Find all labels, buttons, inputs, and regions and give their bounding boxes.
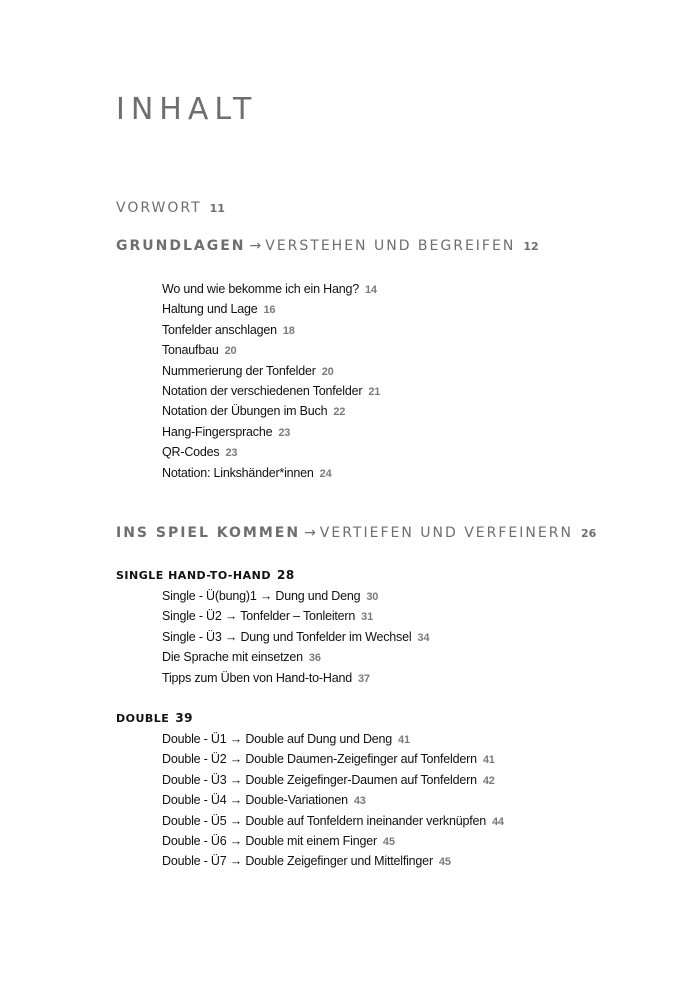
section-label-bold: GRUNDLAGEN (116, 238, 246, 254)
page-title: INHALT (116, 92, 258, 127)
subsection-page-number: 28 (277, 568, 295, 582)
section-label-rest: VERSTEHEN UND BEGREIFEN (265, 238, 516, 254)
arrow-icon: → (249, 238, 262, 254)
toc-entry[interactable] (162, 790, 504, 810)
entry-text: Notation der Übungen im Buch (162, 404, 328, 419)
entry-page-number: 20 (321, 365, 334, 378)
entry-page-number: 16 (263, 304, 276, 317)
toc-entry[interactable] (162, 586, 429, 606)
toc-section-vorwort[interactable] (116, 200, 225, 216)
entry-text: QR-Codes (162, 445, 220, 460)
subsection-label: DOUBLE (116, 712, 170, 725)
toc-entry[interactable] (162, 647, 429, 667)
entry-page-number: 37 (357, 672, 370, 685)
toc-section-grundlagen[interactable] (116, 238, 539, 254)
entry-text: Double - Ü7 → Double Zeigefinger und Mittelfinger (162, 854, 433, 869)
toc-entry[interactable] (162, 320, 380, 340)
grundlagen-entries (162, 279, 380, 483)
subsection-page-number: 39 (175, 711, 194, 725)
toc-entry[interactable] (162, 401, 380, 421)
section-page-number: 11 (209, 202, 225, 215)
toc-entry[interactable] (162, 668, 429, 688)
entry-text: Notation: Linkshänder*innen (162, 465, 314, 480)
entry-page-number: 22 (333, 406, 346, 419)
toc-entry[interactable] (162, 770, 504, 790)
entry-page-number: 21 (368, 385, 381, 398)
entry-page-number: 14 (364, 284, 377, 296)
entry-page-number: 30 (366, 591, 379, 603)
entry-page-number: 45 (438, 856, 451, 869)
entry-text: Single - Ü2 → Tonfelder – Tonleitern (162, 609, 356, 624)
toc-entry[interactable] (162, 340, 380, 360)
toc-subsection-single[interactable] (116, 568, 295, 582)
entry-page-number: 45 (382, 835, 395, 848)
toc-entry[interactable] (162, 361, 380, 381)
toc-entry[interactable] (162, 606, 429, 626)
toc-entry[interactable] (162, 729, 504, 749)
entry-page-number: 31 (361, 611, 373, 624)
entry-text: Tonaufbau (162, 343, 219, 358)
toc-section-ins-spiel-kommen[interactable] (116, 525, 596, 541)
entry-page-number: 20 (224, 345, 237, 358)
double-entries (162, 729, 504, 872)
section-label: VORWORT (116, 200, 202, 216)
toc-entry[interactable] (162, 851, 504, 871)
entry-page-number: 43 (353, 795, 366, 808)
entry-page-number: 24 (319, 467, 332, 480)
entry-text: Single - Ü(bung)1 → Dung und Deng (162, 589, 361, 603)
entry-text: Double - Ü1 → Double auf Dung und Deng (162, 732, 393, 746)
toc-subsection-double[interactable] (116, 711, 193, 725)
entry-text: Double - Ü2 → Double Daumen-Zeigefinger auf Tonfeldern (162, 752, 477, 767)
toc-entry[interactable] (162, 811, 504, 831)
toc-entry[interactable] (162, 422, 380, 442)
entry-page-number: 41 (398, 734, 410, 746)
entry-page-number: 23 (225, 447, 238, 460)
entry-text: Single - Ü3 → Dung und Tonfelder im Wechsel (162, 629, 412, 644)
arrow-icon: → (304, 525, 316, 541)
section-label-rest: VERTIEFEN UND VERFEINERN (319, 525, 573, 541)
entry-page-number: 44 (492, 815, 504, 828)
entry-text: Wo und wie bekomme ich ein Hang? (162, 282, 359, 296)
entry-page-number: 18 (282, 324, 295, 337)
toc-entry[interactable] (162, 442, 380, 462)
section-label-bold: INS SPIEL KOMMEN (116, 525, 301, 541)
entry-text: Die Sprache mit einsetzen (162, 650, 303, 665)
subsection-label: SINGLE HAND-TO-HAND (116, 569, 271, 582)
entry-page-number: 34 (417, 631, 430, 644)
toc-entry[interactable] (162, 279, 380, 299)
entry-text: Tipps zum Üben von Hand-to-Hand (162, 670, 352, 685)
single-entries (162, 586, 429, 688)
entry-text: Nummerierung der Tonfelder (162, 363, 316, 378)
section-page-number: 12 (523, 240, 539, 253)
entry-text: Tonfelder anschlagen (162, 322, 277, 337)
entry-page-number: 41 (482, 754, 495, 767)
toc-entry[interactable] (162, 299, 380, 319)
entry-text: Double - Ü5 → Double auf Tonfeldern ineinander verknüpfen (162, 813, 487, 828)
entry-text: Hang-Fingersprache (162, 424, 273, 439)
entry-page-number: 36 (308, 652, 321, 665)
toc-entry[interactable] (162, 463, 380, 483)
entry-text: Double - Ü4 → Double-Variationen (162, 793, 348, 808)
entry-text: Notation der verschiedenen Tonfelder (162, 383, 363, 398)
toc-entry[interactable] (162, 749, 504, 769)
toc-entry[interactable] (162, 831, 504, 851)
entry-page-number: 23 (278, 426, 291, 439)
toc-entry[interactable] (162, 381, 380, 401)
entry-page-number: 42 (482, 774, 495, 787)
toc-entry[interactable] (162, 627, 429, 647)
entry-text: Double - Ü3 → Double Zeigefinger-Daumen auf Tonfeldern (162, 772, 477, 787)
entry-text: Double - Ü6 → Double mit einem Finger (162, 833, 377, 848)
entry-text: Haltung und Lage (162, 302, 258, 317)
section-page-number: 26 (580, 527, 597, 540)
